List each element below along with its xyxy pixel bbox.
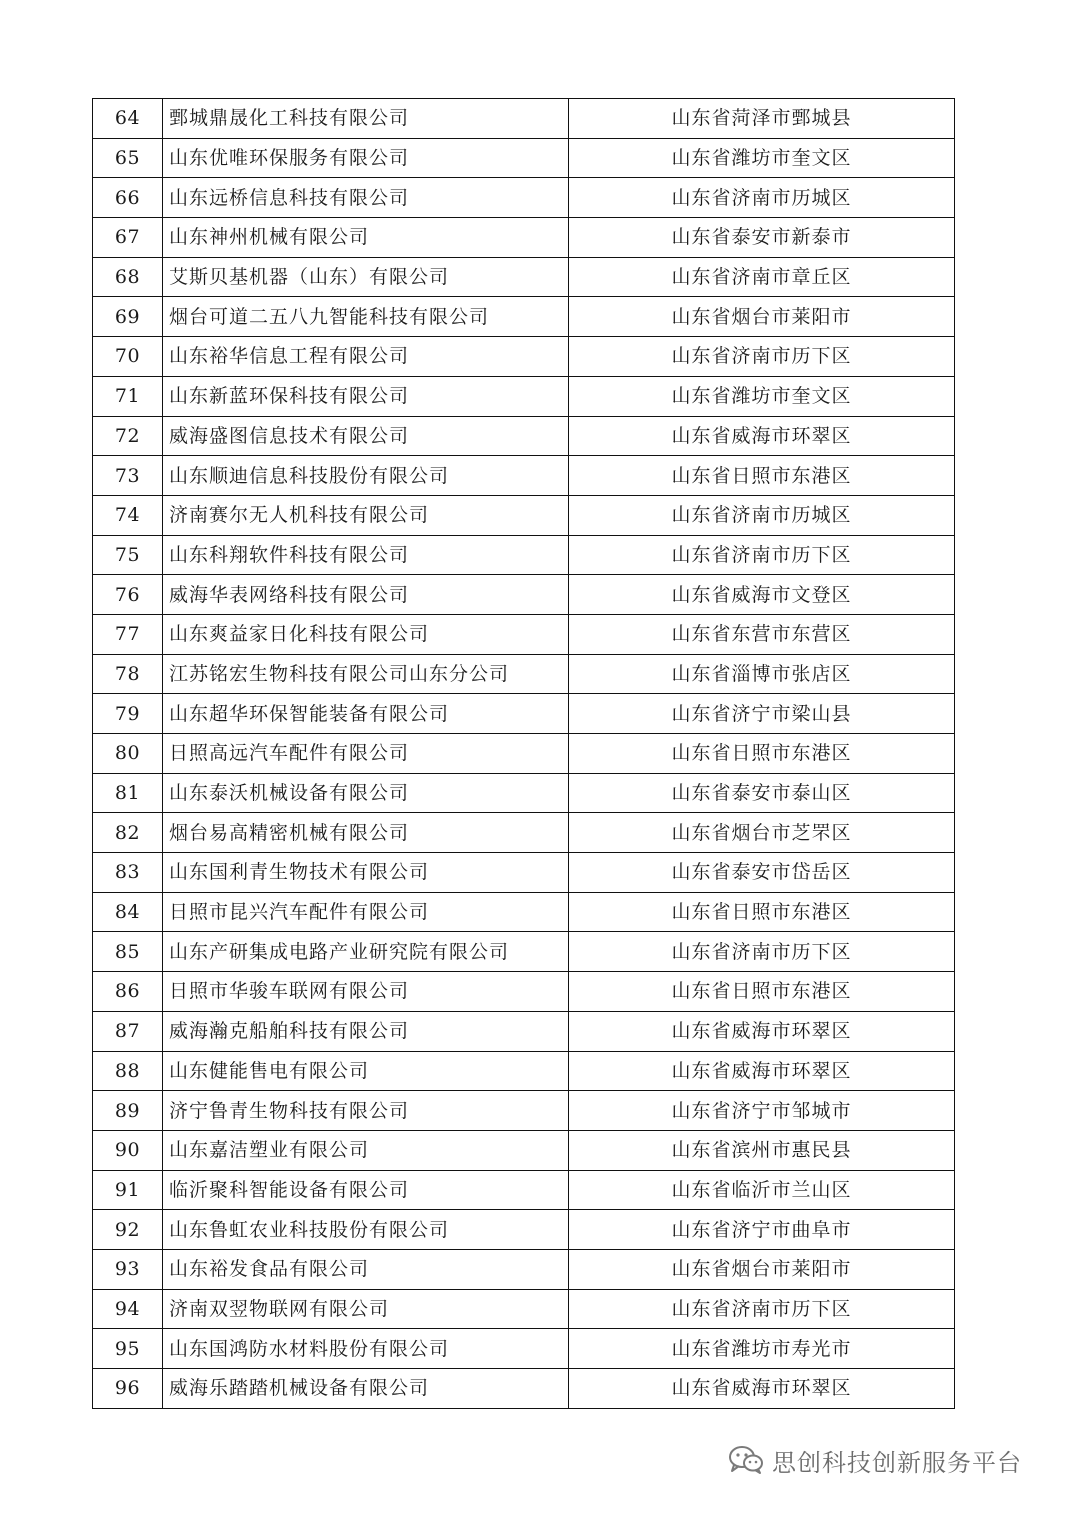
company-address: 山东省泰安市岱岳区 (569, 853, 955, 893)
company-address: 山东省潍坊市奎文区 (569, 376, 955, 416)
company-table (92, 98, 955, 1409)
watermark (728, 1440, 1022, 1480)
company-address: 山东省济南市历下区 (569, 932, 955, 972)
company-address: 山东省淄博市张店区 (569, 654, 955, 694)
company-name: 日照市华骏车联网有限公司 (163, 972, 569, 1012)
company-name: 威海乐踏踏机械设备有限公司 (163, 1369, 569, 1409)
company-address: 山东省日照市东港区 (569, 734, 955, 774)
company-address: 山东省济南市历下区 (569, 1289, 955, 1329)
company-name: 威海盛图信息技术有限公司 (163, 416, 569, 456)
company-name: 山东国鸿防水材料股份有限公司 (163, 1329, 569, 1369)
table-row (93, 972, 955, 1012)
row-number: 75 (93, 535, 163, 575)
company-address: 山东省烟台市莱阳市 (569, 297, 955, 337)
row-number: 79 (93, 694, 163, 734)
company-name: 山东新蓝环保科技有限公司 (163, 376, 569, 416)
table-row (93, 932, 955, 972)
company-name: 山东远桥信息科技有限公司 (163, 178, 569, 218)
company-name: 艾斯贝基机器（山东）有限公司 (163, 257, 569, 297)
company-address: 山东省威海市文登区 (569, 575, 955, 615)
row-number: 81 (93, 773, 163, 813)
row-number: 69 (93, 297, 163, 337)
company-name: 山东嘉洁塑业有限公司 (163, 1130, 569, 1170)
company-name: 山东顺迪信息科技股份有限公司 (163, 456, 569, 496)
company-address: 山东省济南市章丘区 (569, 257, 955, 297)
table-row (93, 1130, 955, 1170)
row-number: 66 (93, 178, 163, 218)
company-name: 山东爽益家日化科技有限公司 (163, 614, 569, 654)
row-number: 65 (93, 138, 163, 178)
company-address: 山东省威海市环翠区 (569, 1011, 955, 1051)
row-number: 78 (93, 654, 163, 694)
table-row (93, 892, 955, 932)
row-number: 94 (93, 1289, 163, 1329)
row-number: 67 (93, 218, 163, 258)
company-name: 山东鲁虹农业科技股份有限公司 (163, 1210, 569, 1250)
row-number: 77 (93, 614, 163, 654)
wechat-icon (728, 1445, 764, 1475)
company-name: 威海华表网络科技有限公司 (163, 575, 569, 615)
table-row (93, 535, 955, 575)
table-row (93, 1249, 955, 1289)
company-address: 山东省泰安市新泰市 (569, 218, 955, 258)
company-name: 山东国利青生物技术有限公司 (163, 853, 569, 893)
table-row (93, 1210, 955, 1250)
company-name: 济南赛尔无人机科技有限公司 (163, 495, 569, 535)
table-row (93, 654, 955, 694)
company-address: 山东省滨州市惠民县 (569, 1130, 955, 1170)
row-number: 93 (93, 1249, 163, 1289)
row-number: 74 (93, 495, 163, 535)
row-number: 96 (93, 1369, 163, 1409)
company-name: 山东优唯环保服务有限公司 (163, 138, 569, 178)
company-address: 山东省菏泽市鄄城县 (569, 99, 955, 139)
company-address: 山东省泰安市泰山区 (569, 773, 955, 813)
row-number: 92 (93, 1210, 163, 1250)
company-address: 山东省烟台市莱阳市 (569, 1249, 955, 1289)
company-name: 鄄城鼎晟化工科技有限公司 (163, 99, 569, 139)
company-address: 山东省日照市东港区 (569, 892, 955, 932)
table-row (93, 1329, 955, 1369)
company-address: 山东省日照市东港区 (569, 456, 955, 496)
table-row (93, 773, 955, 813)
company-address: 山东省济南市历下区 (569, 535, 955, 575)
company-name: 山东神州机械有限公司 (163, 218, 569, 258)
table-row (93, 376, 955, 416)
table-row (93, 495, 955, 535)
row-number: 86 (93, 972, 163, 1012)
table-row (93, 1011, 955, 1051)
table-row (93, 337, 955, 377)
table-row (93, 297, 955, 337)
company-name: 烟台可道二五八九智能科技有限公司 (163, 297, 569, 337)
company-address: 山东省威海市环翠区 (569, 1369, 955, 1409)
row-number: 72 (93, 416, 163, 456)
row-number: 91 (93, 1170, 163, 1210)
row-number: 90 (93, 1130, 163, 1170)
company-address: 山东省济南市历下区 (569, 337, 955, 377)
company-address: 山东省临沂市兰山区 (569, 1170, 955, 1210)
table-row (93, 138, 955, 178)
company-name: 山东超华环保智能装备有限公司 (163, 694, 569, 734)
company-address: 山东省威海市环翠区 (569, 1051, 955, 1091)
company-name: 山东科翔软件科技有限公司 (163, 535, 569, 575)
row-number: 83 (93, 853, 163, 893)
table-row (93, 99, 955, 139)
table-row (93, 575, 955, 615)
row-number: 70 (93, 337, 163, 377)
row-number: 73 (93, 456, 163, 496)
table-row (93, 178, 955, 218)
company-name: 日照市昆兴汽车配件有限公司 (163, 892, 569, 932)
table-row (93, 218, 955, 258)
company-name: 山东产研集成电路产业研究院有限公司 (163, 932, 569, 972)
company-name: 临沂聚科智能设备有限公司 (163, 1170, 569, 1210)
company-address: 山东省济宁市邹城市 (569, 1091, 955, 1131)
row-number: 71 (93, 376, 163, 416)
row-number: 89 (93, 1091, 163, 1131)
company-address: 山东省潍坊市奎文区 (569, 138, 955, 178)
row-number: 95 (93, 1329, 163, 1369)
table-row (93, 1091, 955, 1131)
company-address: 山东省烟台市芝罘区 (569, 813, 955, 853)
company-name: 济宁鲁青生物科技有限公司 (163, 1091, 569, 1131)
table-row (93, 456, 955, 496)
row-number: 84 (93, 892, 163, 932)
company-address: 山东省东营市东营区 (569, 614, 955, 654)
company-address: 山东省济宁市曲阜市 (569, 1210, 955, 1250)
row-number: 80 (93, 734, 163, 774)
row-number: 68 (93, 257, 163, 297)
table-row (93, 416, 955, 456)
company-name: 烟台易高精密机械有限公司 (163, 813, 569, 853)
row-number: 82 (93, 813, 163, 853)
table-row (93, 813, 955, 853)
company-address: 山东省济南市历城区 (569, 495, 955, 535)
company-name: 济南双翌物联网有限公司 (163, 1289, 569, 1329)
company-address: 山东省潍坊市寿光市 (569, 1329, 955, 1369)
table-row (93, 694, 955, 734)
company-table-body (93, 99, 955, 1409)
company-name: 山东裕华信息工程有限公司 (163, 337, 569, 377)
company-name: 山东泰沃机械设备有限公司 (163, 773, 569, 813)
table-row (93, 1051, 955, 1091)
company-address: 山东省济宁市梁山县 (569, 694, 955, 734)
table-row (93, 734, 955, 774)
company-name: 日照高远汽车配件有限公司 (163, 734, 569, 774)
company-name: 江苏铭宏生物科技有限公司山东分公司 (163, 654, 569, 694)
table-row (93, 853, 955, 893)
table-row (93, 257, 955, 297)
company-address: 山东省日照市东港区 (569, 972, 955, 1012)
table-row (93, 614, 955, 654)
table-row (93, 1369, 955, 1409)
watermark-text: 思创科技创新服务平台 (772, 1448, 1022, 1477)
row-number: 85 (93, 932, 163, 972)
company-name: 山东裕发食品有限公司 (163, 1249, 569, 1289)
row-number: 87 (93, 1011, 163, 1051)
company-address: 山东省威海市环翠区 (569, 416, 955, 456)
table-row (93, 1289, 955, 1329)
row-number: 76 (93, 575, 163, 615)
company-address: 山东省济南市历城区 (569, 178, 955, 218)
company-name: 山东健能售电有限公司 (163, 1051, 569, 1091)
row-number: 64 (93, 99, 163, 139)
company-name: 威海瀚克船舶科技有限公司 (163, 1011, 569, 1051)
row-number: 88 (93, 1051, 163, 1091)
table-row (93, 1170, 955, 1210)
